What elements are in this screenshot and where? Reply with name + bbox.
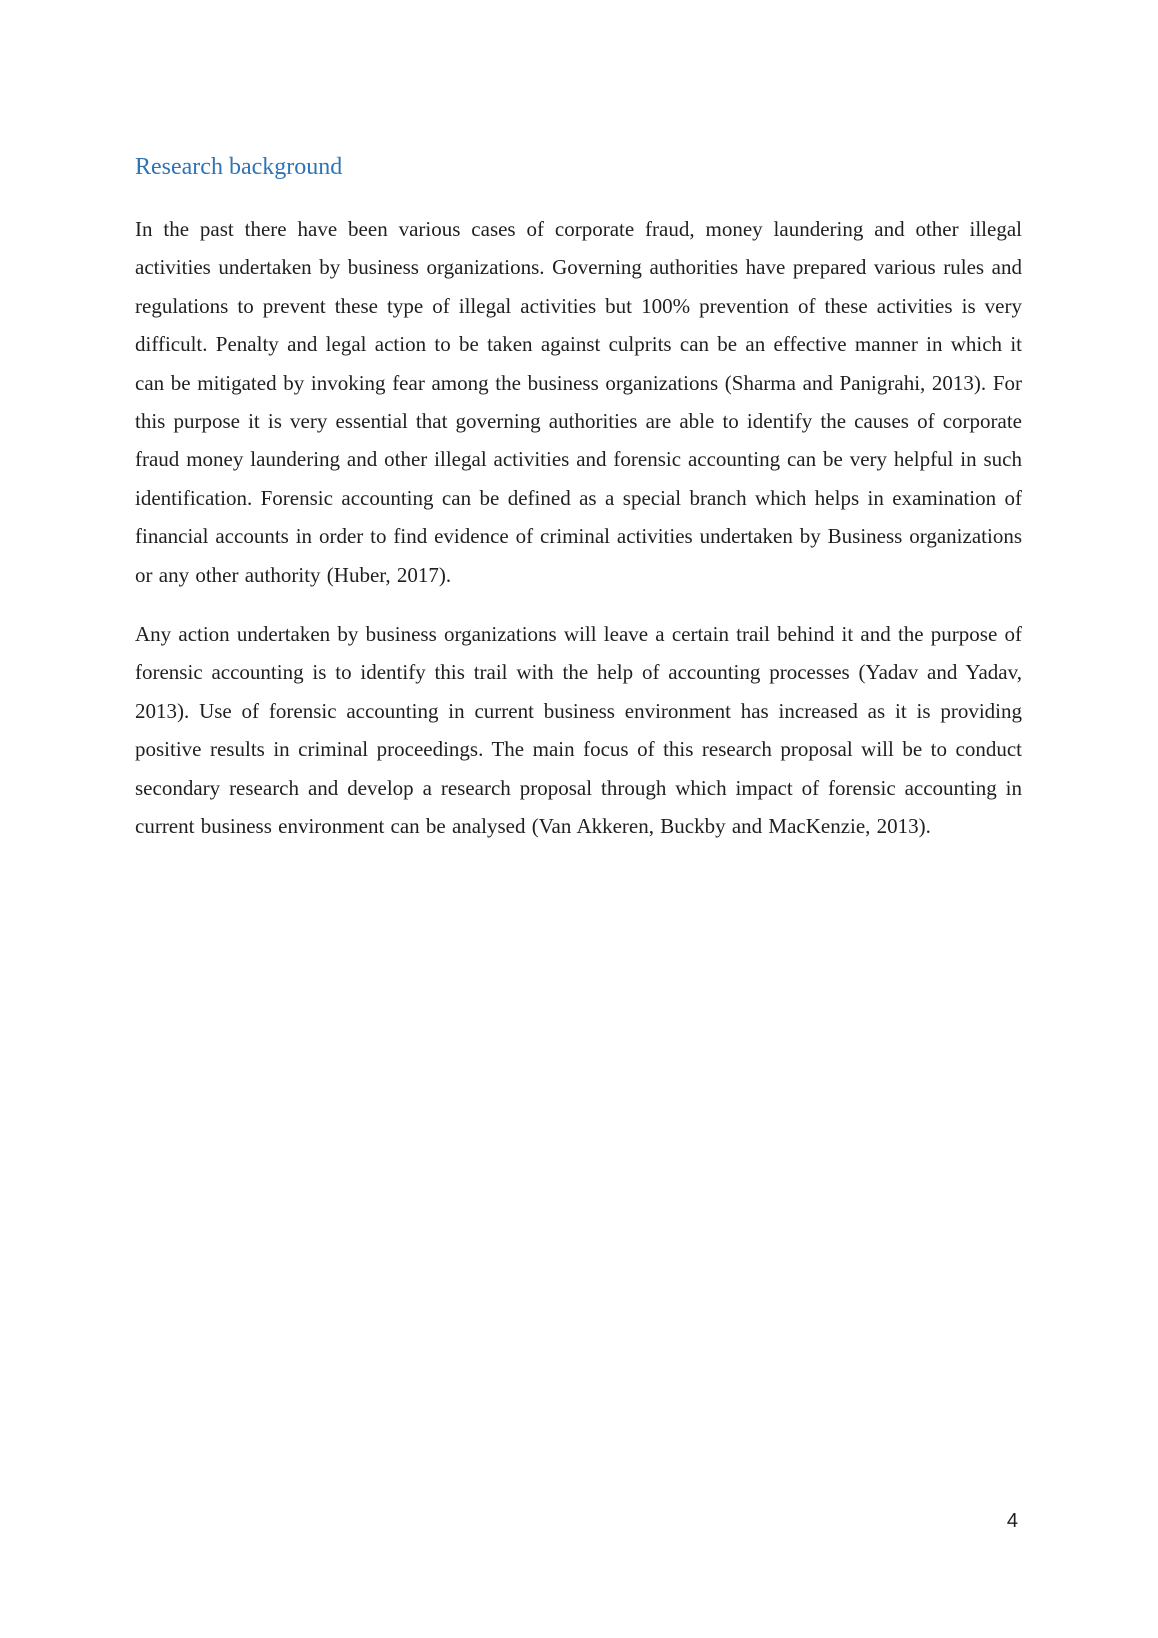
paragraph-1: In the past there have been various cases of corporate fraud, money laundering and other illegal activities undertaken by business organizations. Governing authorities have prepared various rules and regulations to prevent these type of illegal activities but 100% prevention of these activities is very difficult. Penalty and legal action to be taken against culprits can be an effective manner in which it can be mitigated by invoking fear among the business organizations (Sharma and Panigrahi, 2013). For this purpose it is very essential that governing authorities are able to identify the causes of corporate fraud money laundering and other illegal activities and forensic accounting can be very helpful in such identification. Forensic accounting can be defined as a special branch which helps in examination of financial accounts in order to find evidence of criminal activities undertaken by Business organizations or any other authority (Huber, 2017). [135, 217, 1022, 587]
paragraph-2: Any action undertaken by business organizations will leave a certain trail behind it and the purpose of forensic accounting is to identify this trail with the help of accounting processes (Yadav and Yadav, 2013). Use of forensic accounting in current business environment has increased as it is providing positive results in criminal proceedings. The main focus of this research proposal will be to conduct secondary research and develop a research proposal through which impact of forensic accounting in current business environment can be analysed (Van Akkeren, Buckby and MacKenzie, 2013). [135, 622, 1022, 839]
page-number: 4 [1006, 1510, 1018, 1532]
document-body [135, 152, 1022, 867]
section-heading: Research background [135, 154, 343, 180]
